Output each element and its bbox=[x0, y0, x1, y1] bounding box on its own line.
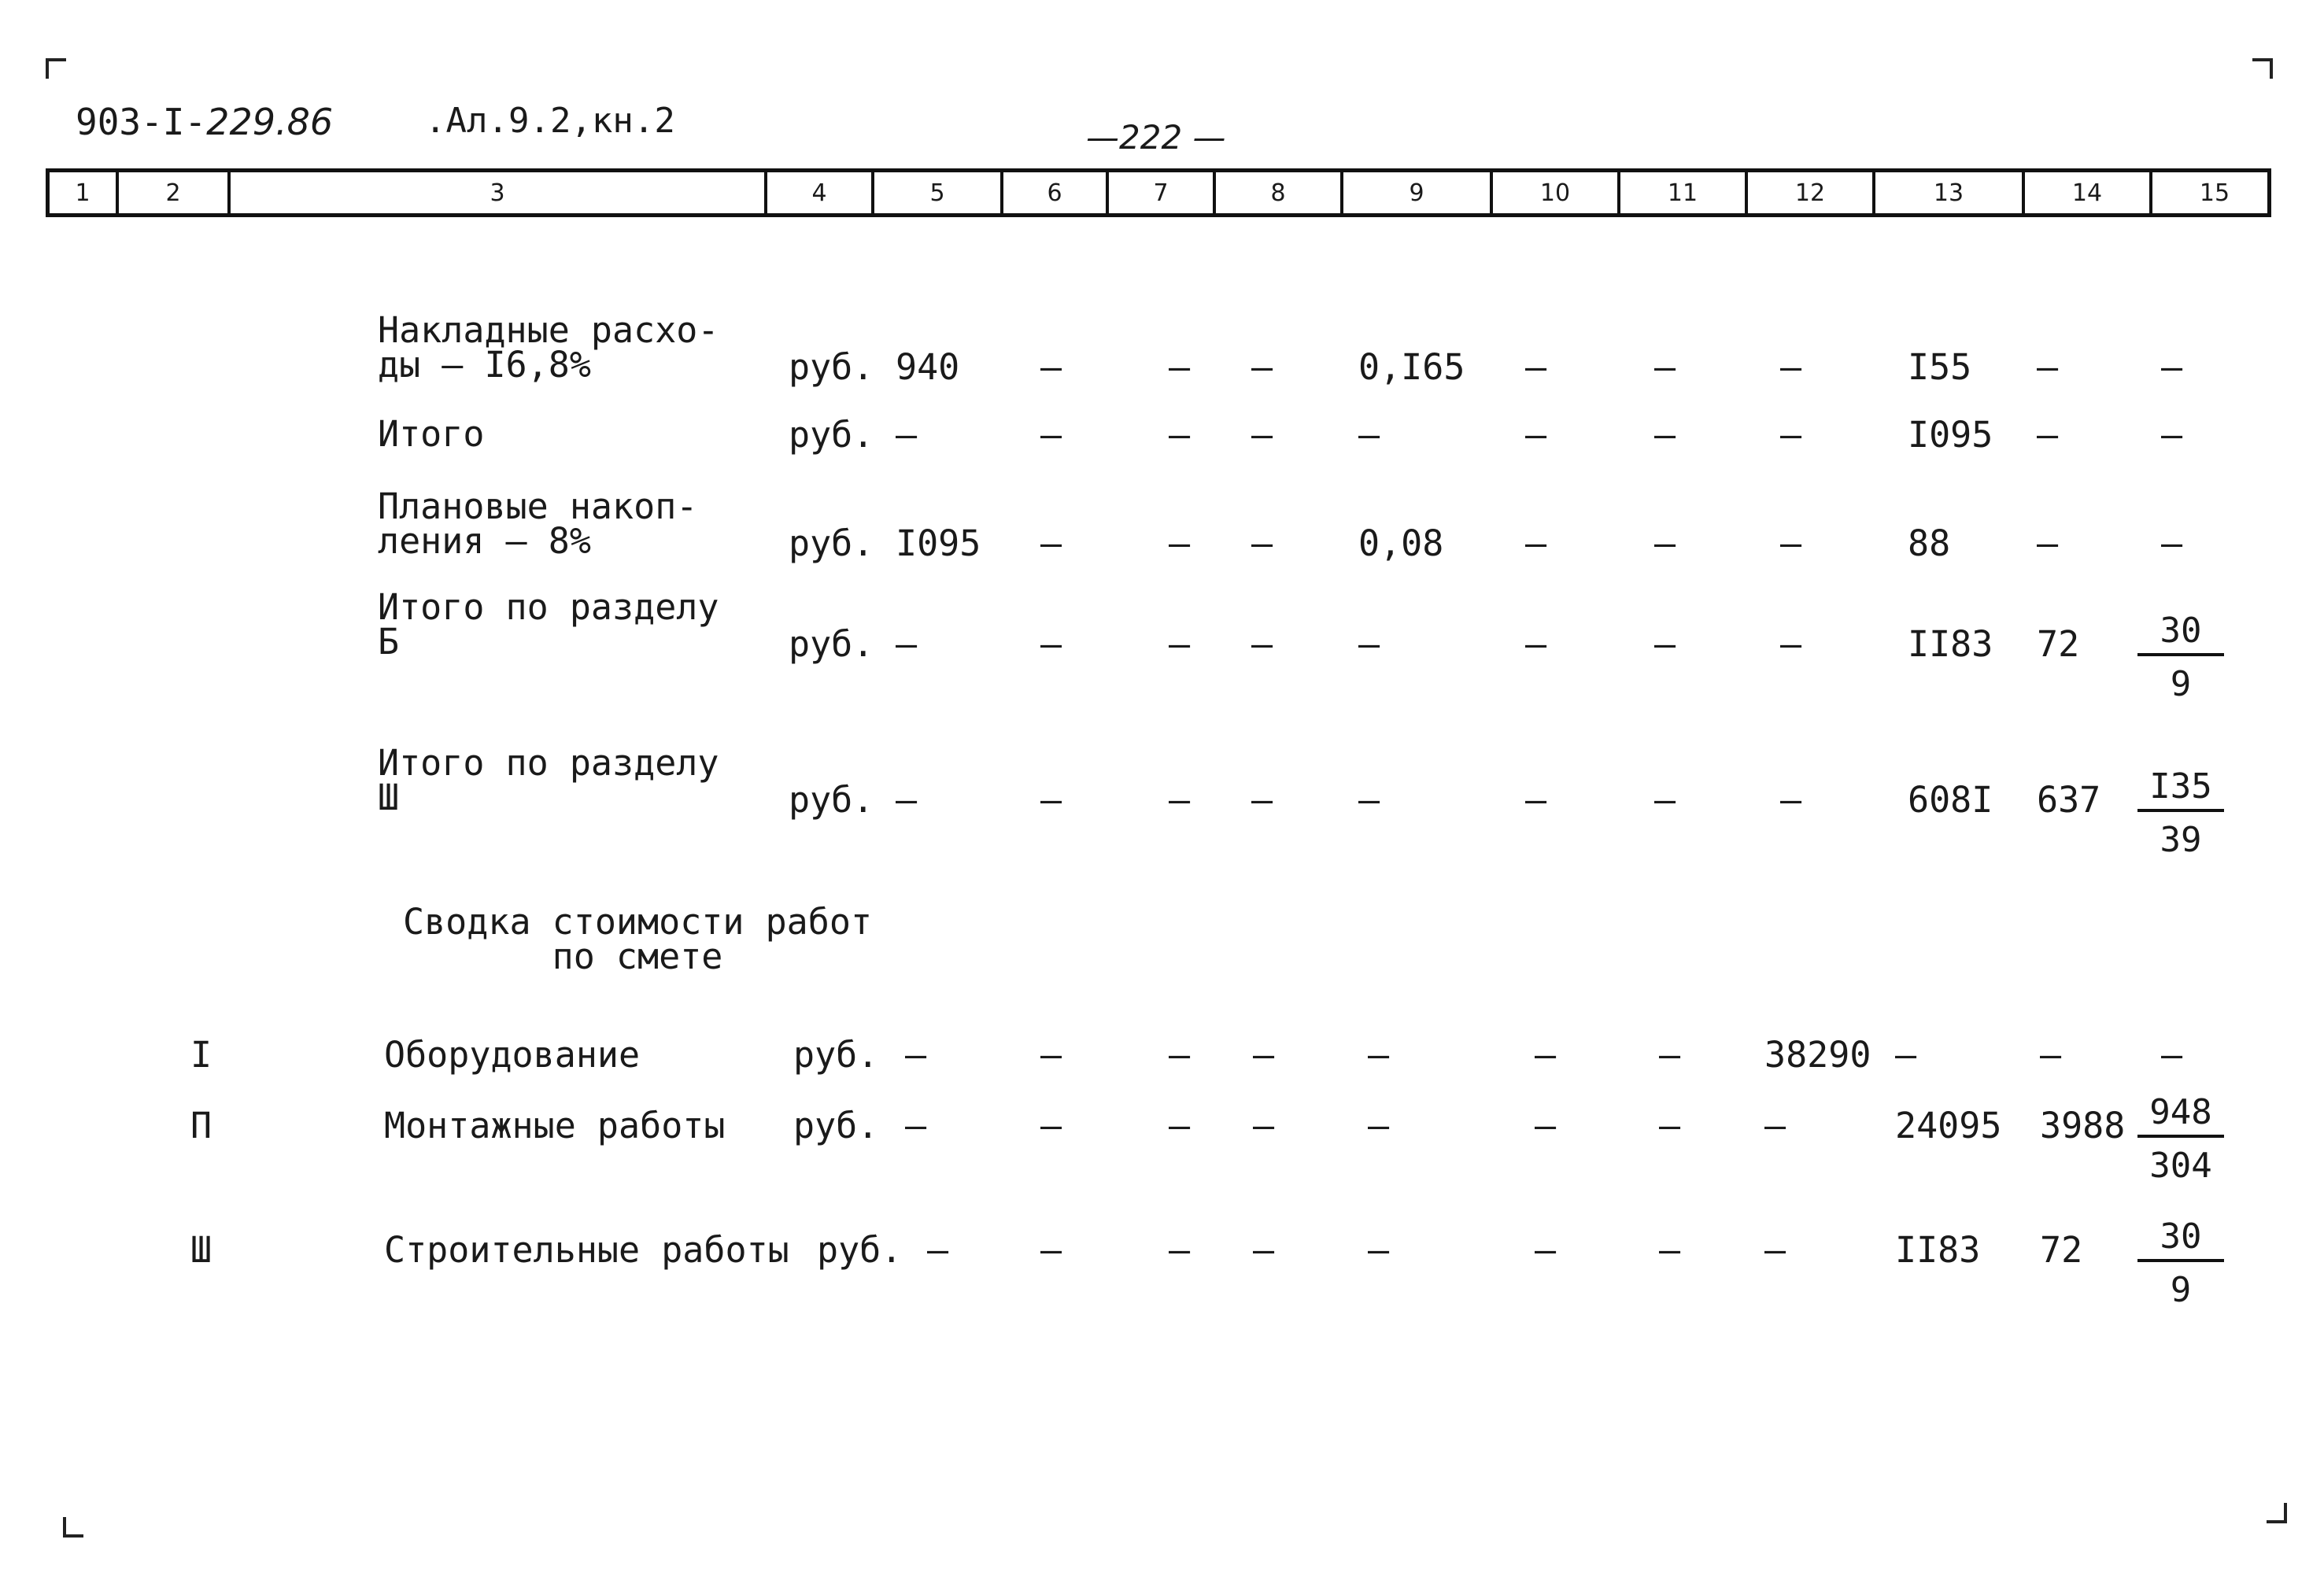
cell-col-9: – bbox=[1368, 1229, 1390, 1271]
cell-col-7: – bbox=[1169, 414, 1191, 456]
column-number-15: 15 bbox=[2199, 179, 2230, 207]
cell-col-12: – bbox=[1780, 623, 1802, 665]
row-label bbox=[378, 413, 485, 455]
cell-col-10: – bbox=[1525, 346, 1547, 388]
column-number-14: 14 bbox=[2025, 172, 2152, 213]
document-code-suffix: 229.86 bbox=[206, 101, 334, 143]
cell-col-9: – bbox=[1358, 779, 1380, 821]
cell-col-15: – bbox=[2161, 346, 2183, 388]
cell-col-10: – bbox=[1525, 414, 1547, 456]
cell-col-7: – bbox=[1169, 623, 1191, 665]
cell-col-8: – bbox=[1251, 346, 1273, 388]
cell-col-15-fraction bbox=[2137, 611, 2224, 704]
row-label-line: Б bbox=[378, 621, 400, 663]
cell-col-14: – bbox=[2040, 1034, 2062, 1076]
cell-col-9: – bbox=[1368, 1034, 1390, 1076]
cell-col-13: 608I bbox=[1908, 779, 1993, 821]
cell-col-14: 72 bbox=[2040, 1229, 2083, 1271]
cell-col-5: I095 bbox=[896, 522, 981, 564]
cell-col-9: – bbox=[1358, 414, 1380, 456]
cell-col-8: – bbox=[1251, 522, 1273, 564]
row-label bbox=[378, 742, 719, 819]
cell-col-5: – bbox=[896, 623, 918, 665]
cell-col-6: – bbox=[1040, 414, 1062, 456]
cell-col-14: – bbox=[2037, 346, 2059, 388]
unit-cell: руб. bbox=[789, 346, 874, 388]
row-label-line: Плановые накоп- bbox=[378, 485, 698, 527]
cell-col-15: – bbox=[2161, 414, 2183, 456]
cell-col-8: – bbox=[1253, 1034, 1275, 1076]
cell-col-7: – bbox=[1169, 522, 1191, 564]
cell-col-13: 88 bbox=[1908, 522, 1951, 564]
row-label-line: Итого по разделу bbox=[378, 742, 719, 784]
cell-col-15-fraction-numerator: 30 bbox=[2137, 1220, 2224, 1262]
cell-col-6: – bbox=[1040, 779, 1062, 821]
cell-col-7: – bbox=[1169, 779, 1191, 821]
cell-col-7: – bbox=[1169, 1105, 1191, 1146]
row-label-line: Итого bbox=[378, 413, 485, 455]
cell-col-13: – bbox=[1895, 1034, 1917, 1076]
cell-col-13: II83 bbox=[1895, 1229, 1981, 1271]
cell-col-10: – bbox=[1535, 1229, 1557, 1271]
summary-row-label: Монтажные работы bbox=[384, 1105, 726, 1146]
column-number-7: 7 bbox=[1109, 172, 1216, 213]
cell-col-11: – bbox=[1659, 1105, 1681, 1146]
row-label-line: Итого по разделу bbox=[378, 586, 719, 628]
cell-col-6: – bbox=[1040, 346, 1062, 388]
summary-row-label: Строительные работы bbox=[384, 1229, 789, 1271]
summary-title-line: по смете bbox=[552, 936, 723, 978]
column-number-12: 12 bbox=[1748, 172, 1875, 213]
cell-col-9: – bbox=[1358, 623, 1380, 665]
summary-title-line: Сводка стоимости работ bbox=[403, 901, 873, 943]
unit-cell: руб. bbox=[789, 623, 874, 665]
cell-col-11: – bbox=[1659, 1229, 1681, 1271]
cell-col-12: 38290 bbox=[1764, 1034, 1871, 1076]
cell-col-11: – bbox=[1659, 1034, 1681, 1076]
summary-row-label: Оборудование bbox=[384, 1034, 641, 1076]
sheet-reference: .Ал.9.2,кн.2 bbox=[425, 101, 675, 141]
document-code bbox=[76, 101, 333, 143]
column-number-5: 5 bbox=[874, 172, 1003, 213]
cell-col-10: – bbox=[1535, 1105, 1557, 1146]
cell-col-9: 0,08 bbox=[1358, 522, 1444, 564]
column-number-11: 11 bbox=[1620, 172, 1748, 213]
unit-cell: руб. bbox=[817, 1229, 903, 1271]
row-label-line: Ш bbox=[378, 777, 400, 819]
unit-cell: руб. bbox=[789, 414, 874, 456]
column-number-1: 1 bbox=[50, 172, 119, 213]
cell-col-15-fraction-denominator: 39 bbox=[2160, 820, 2202, 860]
cell-col-6: – bbox=[1040, 1229, 1062, 1271]
column-number-10: 10 bbox=[1493, 172, 1620, 213]
cell-col-14: 637 bbox=[2037, 779, 2101, 821]
column-number-2: 2 bbox=[119, 172, 231, 213]
summary-roman-numeral: Ш bbox=[190, 1229, 212, 1271]
cell-col-7: – bbox=[1169, 1229, 1191, 1271]
crop-mark-top-left bbox=[46, 58, 66, 79]
unit-cell: руб. bbox=[793, 1034, 879, 1076]
cell-col-14: – bbox=[2037, 414, 2059, 456]
row-label bbox=[378, 485, 698, 563]
cell-col-11: – bbox=[1654, 346, 1676, 388]
row-label bbox=[378, 586, 719, 663]
cell-col-9: – bbox=[1368, 1105, 1390, 1146]
column-number-3: 3 bbox=[231, 172, 767, 213]
crop-mark-bottom-right bbox=[2267, 1503, 2287, 1523]
cell-col-12: – bbox=[1764, 1105, 1786, 1146]
unit-cell: руб. bbox=[789, 522, 874, 564]
cell-col-13: II83 bbox=[1908, 623, 1993, 665]
cell-col-14: 3988 bbox=[2040, 1105, 2126, 1146]
cell-col-6: – bbox=[1040, 1034, 1062, 1076]
row-label-line: Накладные расхо- bbox=[378, 309, 719, 351]
cell-col-12: – bbox=[1780, 779, 1802, 821]
cell-col-9: 0,I65 bbox=[1358, 346, 1465, 388]
cell-col-8: – bbox=[1253, 1229, 1275, 1271]
cell-col-15-fraction-denominator: 304 bbox=[2149, 1146, 2212, 1186]
column-number-bar bbox=[46, 168, 2271, 217]
cell-col-12: – bbox=[1780, 346, 1802, 388]
cell-col-5: – bbox=[927, 1229, 949, 1271]
cell-col-13: 24095 bbox=[1895, 1105, 2002, 1146]
cell-col-15-fraction-numerator: I35 bbox=[2137, 770, 2224, 812]
cell-col-5: – bbox=[896, 779, 918, 821]
cell-col-8: – bbox=[1251, 414, 1273, 456]
document-code-prefix: 903-I- bbox=[76, 101, 207, 143]
cell-col-5: 940 bbox=[896, 346, 960, 388]
cell-col-11: – bbox=[1654, 522, 1676, 564]
cell-col-11: – bbox=[1654, 779, 1676, 821]
cell-col-7: – bbox=[1169, 1034, 1191, 1076]
unit-cell: руб. bbox=[789, 779, 874, 821]
unit-cell: руб. bbox=[793, 1105, 879, 1146]
cell-col-10: – bbox=[1525, 779, 1547, 821]
cell-col-14: 72 bbox=[2037, 623, 2080, 665]
crop-mark-bottom-left bbox=[63, 1517, 83, 1538]
cell-col-15-fraction-denominator: 9 bbox=[2170, 664, 2192, 704]
row-label bbox=[378, 309, 719, 386]
row-label-line: ды – I6,8% bbox=[378, 344, 591, 386]
cell-col-7: – bbox=[1169, 346, 1191, 388]
cell-col-5: – bbox=[905, 1034, 927, 1076]
cell-col-15-fraction-denominator: 9 bbox=[2170, 1270, 2192, 1310]
cell-col-6: – bbox=[1040, 522, 1062, 564]
cell-col-15-fraction bbox=[2137, 1216, 2224, 1310]
cell-col-15: – bbox=[2161, 522, 2183, 564]
cell-col-12: – bbox=[1764, 1229, 1786, 1271]
cell-col-8: – bbox=[1251, 623, 1273, 665]
summary-title bbox=[403, 901, 873, 978]
cell-col-13: I095 bbox=[1908, 414, 1993, 456]
cell-col-15-fraction-numerator: 30 bbox=[2137, 614, 2224, 656]
cell-col-12: – bbox=[1780, 414, 1802, 456]
cell-col-15-fraction bbox=[2137, 766, 2224, 860]
column-number-4: 4 bbox=[767, 172, 874, 213]
cell-col-14: – bbox=[2037, 522, 2059, 564]
cell-col-12: – bbox=[1780, 522, 1802, 564]
cell-col-13: I55 bbox=[1908, 346, 1972, 388]
crop-mark-top-right bbox=[2252, 58, 2273, 79]
column-number-13: 13 bbox=[1875, 172, 2025, 213]
column-number-9: 9 bbox=[1343, 172, 1493, 213]
cell-col-11: – bbox=[1654, 623, 1676, 665]
cell-col-5: – bbox=[905, 1105, 927, 1146]
column-number-6: 6 bbox=[1003, 172, 1109, 213]
summary-roman-numeral: П bbox=[190, 1105, 212, 1146]
cell-col-15-fraction-numerator: 948 bbox=[2137, 1095, 2224, 1138]
column-number-8: 8 bbox=[1216, 172, 1343, 213]
cell-col-8: – bbox=[1251, 779, 1273, 821]
cell-col-10: – bbox=[1525, 522, 1547, 564]
cell-col-10: – bbox=[1525, 623, 1547, 665]
cell-col-10: – bbox=[1535, 1034, 1557, 1076]
row-label-line: ления – 8% bbox=[378, 520, 591, 563]
cell-col-15: – bbox=[2161, 1034, 2183, 1076]
cell-col-5: – bbox=[896, 414, 918, 456]
cell-col-6: – bbox=[1040, 1105, 1062, 1146]
cell-col-11: – bbox=[1654, 414, 1676, 456]
summary-roman-numeral: I bbox=[190, 1034, 212, 1076]
cell-col-15-fraction bbox=[2137, 1092, 2224, 1186]
cell-col-8: – bbox=[1253, 1105, 1275, 1146]
cell-col-6: – bbox=[1040, 623, 1062, 665]
page-number: —222 — bbox=[1086, 118, 1226, 157]
